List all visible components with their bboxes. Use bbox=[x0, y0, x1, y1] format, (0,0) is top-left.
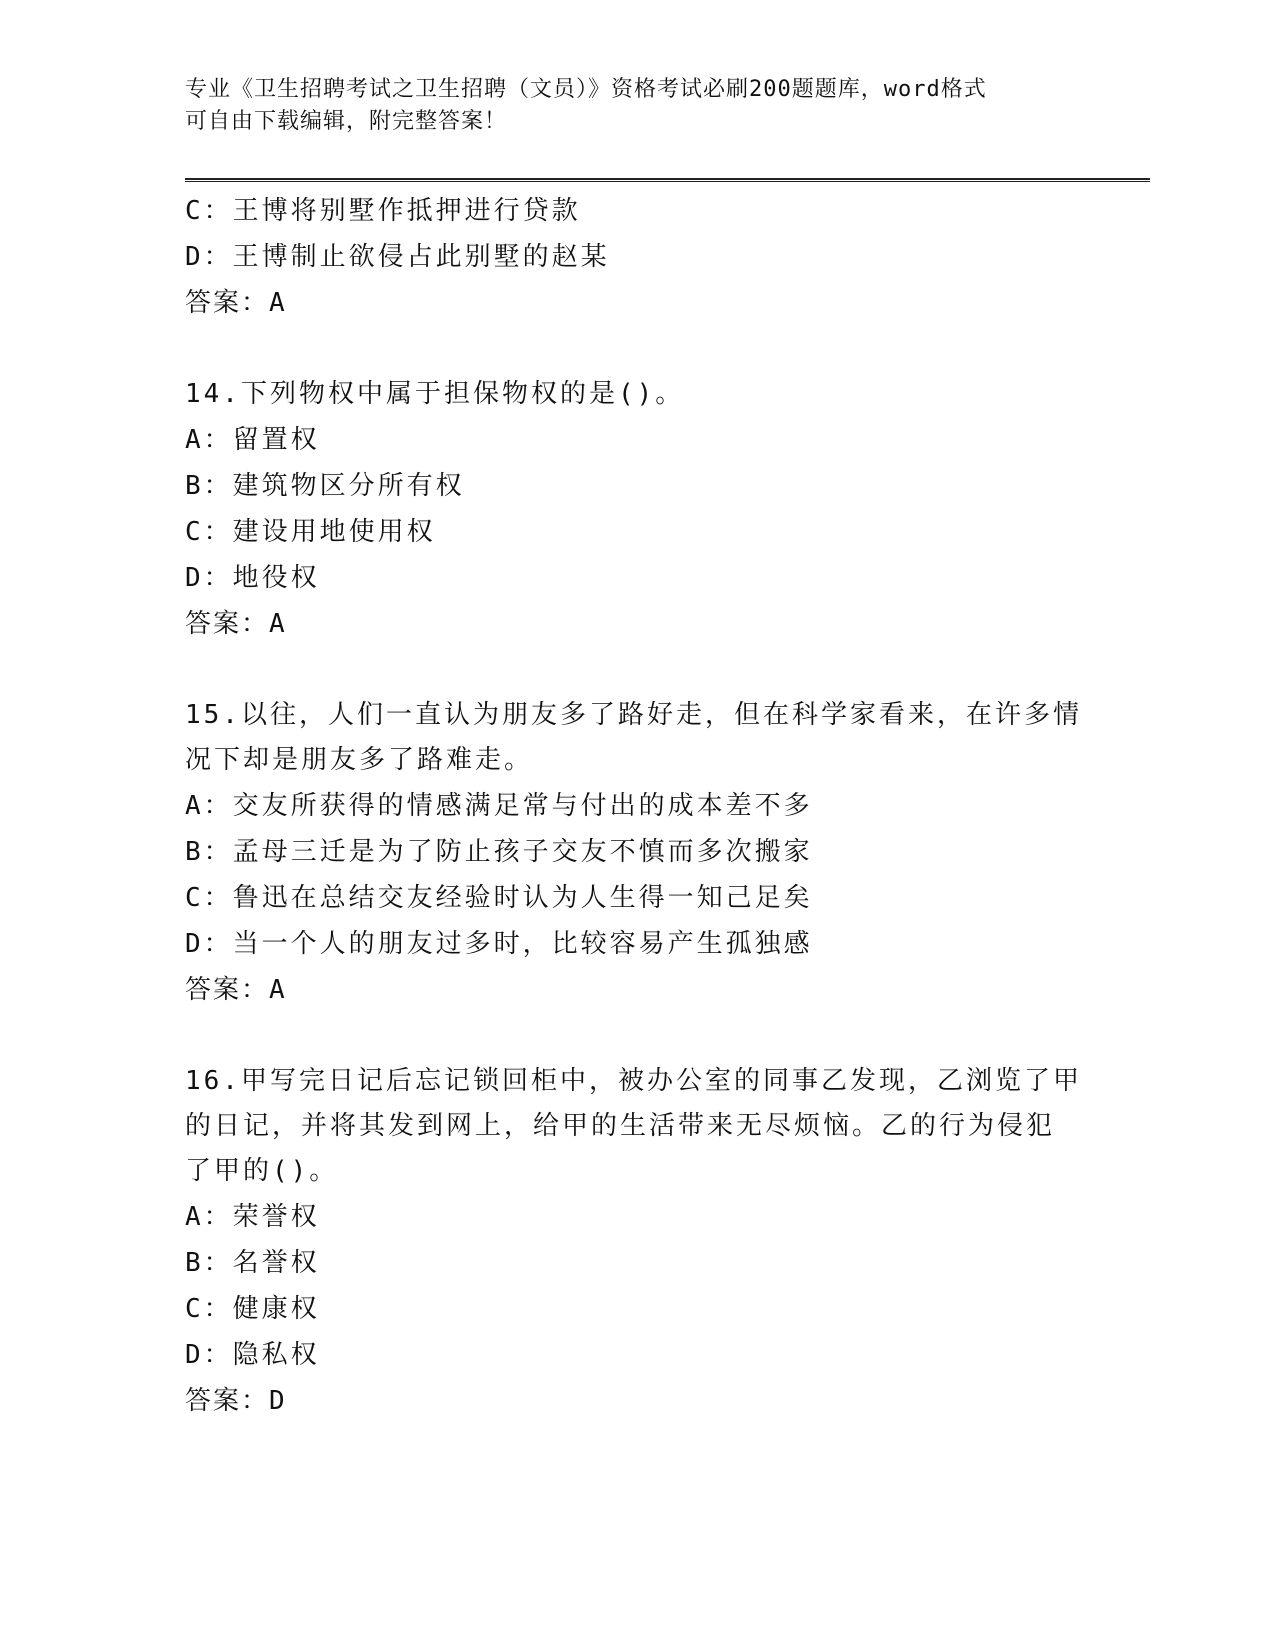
answer-label: 答案： bbox=[185, 975, 270, 1005]
answer-line bbox=[185, 1378, 1085, 1424]
option-c: C：鲁迅在总结交友经验时认为人生得一知己足矣 bbox=[185, 883, 813, 913]
question-text-line: 14.下列物权中属于担保物权的是()。 bbox=[185, 379, 685, 409]
header-divider bbox=[185, 178, 1150, 182]
prev-question-block bbox=[185, 188, 1085, 326]
question-15 bbox=[185, 693, 1085, 1013]
answer-value: D bbox=[269, 1386, 287, 1416]
document-header bbox=[185, 74, 1065, 138]
option-d: D：隐私权 bbox=[185, 1340, 320, 1370]
question-text-line: 15.以往，人们一直认为朋友多了路好走，但在科学家看来，在许多情 bbox=[185, 700, 1082, 730]
option-b: B：名誉权 bbox=[185, 1248, 320, 1278]
option-c: C：建设用地使用权 bbox=[185, 517, 436, 547]
option-a: A：荣誉权 bbox=[185, 1202, 320, 1232]
question-14 bbox=[185, 372, 1085, 647]
answer-value: A bbox=[269, 609, 287, 639]
header-line-1: 专业《卫生招聘考试之卫生招聘（文员）》资格考试必刷200题题库，word格式 bbox=[185, 77, 987, 102]
option-a: A：交友所获得的情感满足常与付出的成本差不多 bbox=[185, 791, 813, 821]
option-b: B：建筑物区分所有权 bbox=[185, 471, 465, 501]
answer-label: 答案： bbox=[185, 609, 270, 639]
answer-label: 答案： bbox=[185, 1386, 270, 1416]
question-16 bbox=[185, 1059, 1085, 1424]
header-line-2: 可自由下载编辑，附完整答案！ bbox=[185, 109, 508, 134]
option-d: D：王博制止欲侵占此别墅的赵某 bbox=[185, 242, 610, 272]
question-text-line: 了甲的()。 bbox=[185, 1156, 339, 1186]
option-c: C：王博将别墅作抵押进行贷款 bbox=[185, 196, 581, 226]
question-text-line: 的日记，并将其发到网上，给甲的生活带来无尽烦恼。乙的行为侵犯 bbox=[185, 1111, 1056, 1141]
option-c: C：健康权 bbox=[185, 1294, 320, 1324]
answer-line bbox=[185, 967, 1085, 1013]
answer-line bbox=[185, 601, 1085, 647]
option-d: D：当一个人的朋友过多时，比较容易产生孤独感 bbox=[185, 929, 813, 959]
answer-line bbox=[185, 280, 1085, 326]
option-a: A：留置权 bbox=[185, 425, 320, 455]
option-b: B：孟母三迁是为了防止孩子交友不慎而多次搬家 bbox=[185, 837, 813, 867]
question-text-line: 况下却是朋友多了路难走。 bbox=[185, 745, 534, 775]
document-body bbox=[185, 188, 1085, 1424]
answer-label: 答案： bbox=[185, 288, 270, 318]
option-d: D：地役权 bbox=[185, 563, 320, 593]
answer-value: A bbox=[269, 975, 287, 1005]
question-text-line: 16.甲写完日记后忘记锁回柜中，被办公室的同事乙发现，乙浏览了甲 bbox=[185, 1066, 1082, 1096]
answer-value: A bbox=[269, 288, 287, 318]
